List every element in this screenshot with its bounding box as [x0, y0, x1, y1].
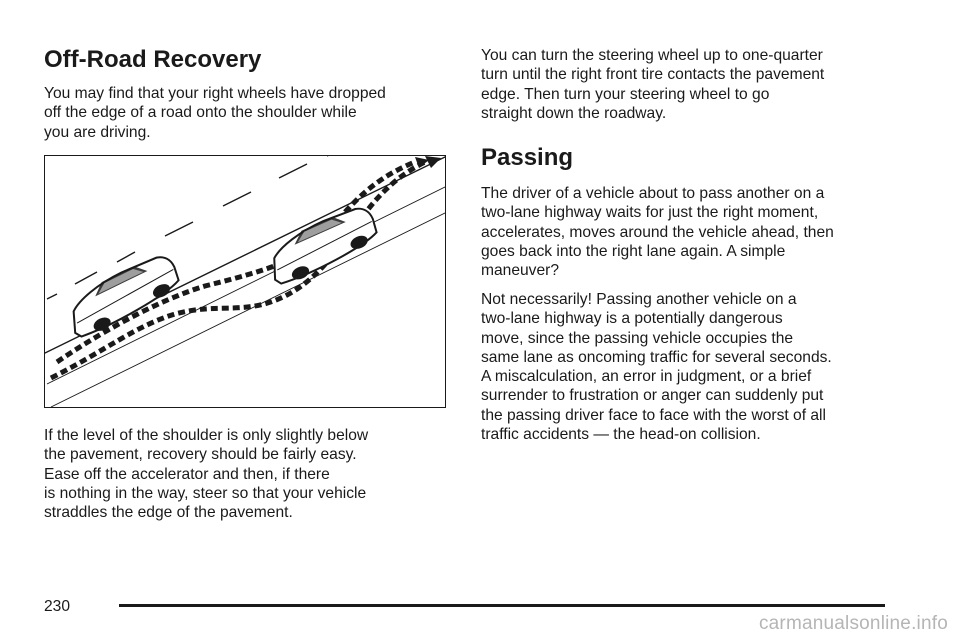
- watermark-link[interactable]: carmanualsonline.info: [758, 613, 948, 634]
- car-rear: [60, 251, 185, 342]
- heading-off-road-recovery: Off-Road Recovery: [44, 46, 262, 73]
- paragraph-passing-danger: Not necessarily! Passing another vehicle on a two-lane highway is a potentially dangerous move, since the passing vehicle occupies the same lane as oncoming traffic for several seconds. A miscalculation, an error in judgment, or a brief surrender to frustration or anger can suddenly put the passing driver face to face with the worst of all traffic accidents — the head-on collision.: [481, 291, 832, 444]
- footer-rule: [119, 604, 885, 607]
- arrow-heads: [415, 156, 441, 168]
- paragraph-steering-recovery: You can turn the steering wheel up to one-quarter turn until the right front tire contacts the pavement edge. Then turn your steering wheel to go straight down the roadway.: [481, 47, 825, 122]
- paragraph-off-road-intro: You may find that your right wheels have dropped off the edge of a road onto the shoulder while you are driving.: [44, 85, 386, 141]
- page-number: 230: [44, 598, 71, 615]
- paragraph-passing-intro: The driver of a vehicle about to pass another on a two-lane highway waits for just the right moment, accelerates, moves around the vehicle ahead, then goes back into the right lane again. A simple maneuver?: [481, 185, 834, 280]
- road-diagram: [45, 156, 445, 407]
- car-front: [261, 202, 383, 289]
- off-road-recovery-illustration: [44, 155, 446, 408]
- heading-passing: Passing: [481, 144, 574, 171]
- paragraph-off-road-recovery-steps: If the level of the shoulder is only slightly below the pavement, recovery should be fairly easy. Ease off the accelerator and then, if there is nothing in the way, steer so that your vehicle straddles the edge of the pavement.: [44, 427, 369, 522]
